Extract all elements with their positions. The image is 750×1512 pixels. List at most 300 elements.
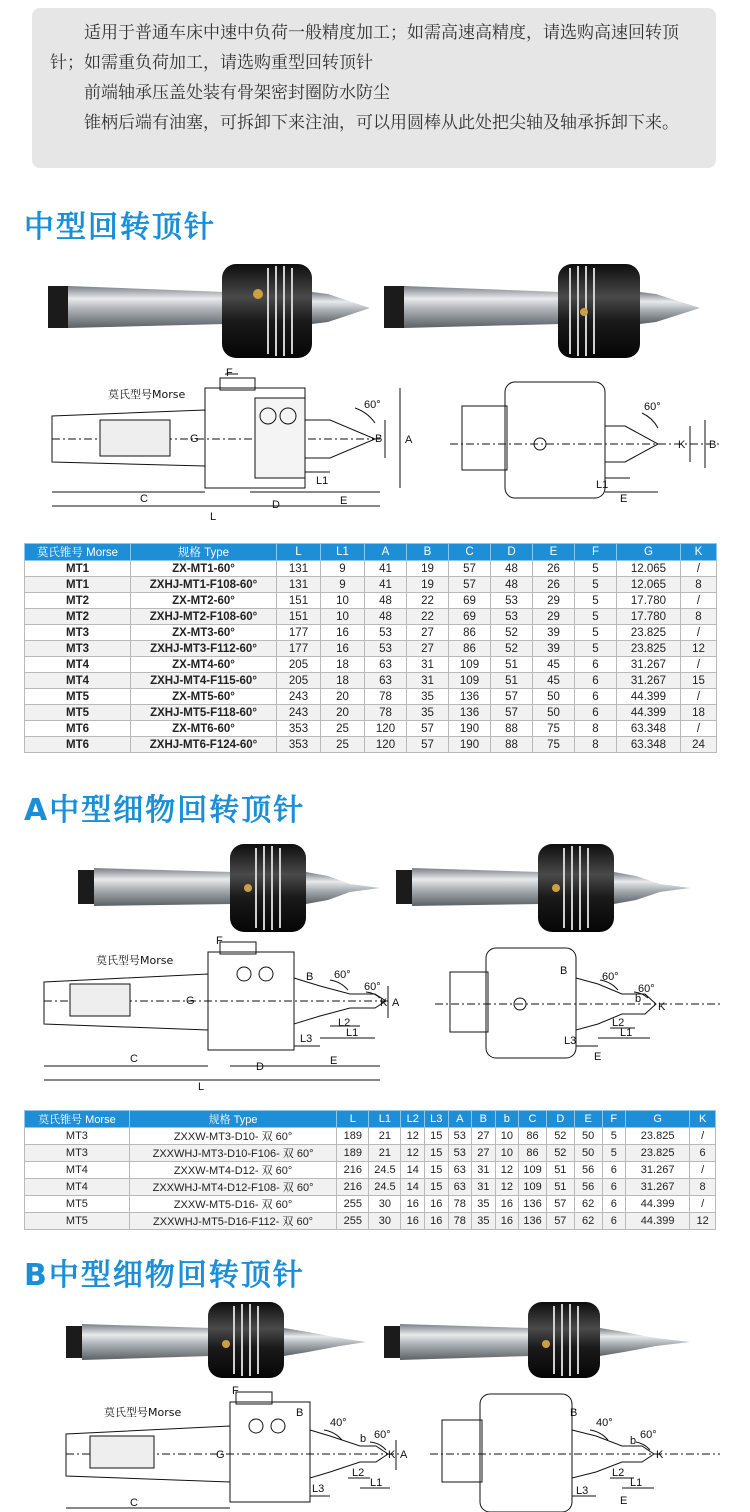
table-cell: MT4 bbox=[25, 657, 131, 673]
table-cell: 53 bbox=[491, 593, 533, 609]
table-row bbox=[25, 641, 717, 657]
morse-label: 莫氏型号Morse bbox=[108, 388, 186, 401]
table-cell: 189 bbox=[337, 1128, 369, 1145]
table-cell: 16 bbox=[495, 1213, 519, 1230]
table-cell: 131 bbox=[277, 561, 321, 577]
table-cell: 6 bbox=[575, 657, 617, 673]
svg-text:60°: 60° bbox=[364, 399, 381, 411]
table-cell: 44.399 bbox=[626, 1213, 690, 1230]
table-cell: 10 bbox=[321, 593, 365, 609]
table-cell: 86 bbox=[519, 1128, 547, 1145]
table-cell: 6 bbox=[602, 1196, 626, 1213]
svg-text:K: K bbox=[658, 1001, 666, 1013]
table-row bbox=[25, 657, 717, 673]
table-cell: ZXHJ-MT6-F124-60° bbox=[131, 737, 277, 753]
table-cell: 26 bbox=[533, 561, 575, 577]
table-row bbox=[25, 1162, 716, 1179]
svg-text:K: K bbox=[388, 1449, 396, 1461]
table-cell: 8 bbox=[681, 609, 717, 625]
table-cell: 136 bbox=[449, 705, 491, 721]
svg-text:B: B bbox=[560, 965, 568, 977]
table-cell: 75 bbox=[533, 737, 575, 753]
table-cell: 5 bbox=[602, 1128, 626, 1145]
table-cell: 216 bbox=[337, 1179, 369, 1196]
table-cell: 15 bbox=[425, 1145, 449, 1162]
svg-text:60°: 60° bbox=[334, 969, 351, 981]
table-header-row: 莫氏锥号 Morse 规格 Type L L1 A B C D E F G K bbox=[25, 544, 717, 561]
svg-text:L2: L2 bbox=[338, 1017, 351, 1029]
table-header-row: 莫氏锥号 Morse 规格 Type L L1 L2 L3 A B b C D E F G K bbox=[25, 1111, 716, 1128]
table-cell: 62 bbox=[574, 1213, 602, 1230]
table-cell: MT6 bbox=[25, 721, 131, 737]
svg-text:40°: 40° bbox=[596, 1417, 613, 1429]
table-cell: 44.399 bbox=[617, 705, 681, 721]
table-cell: 5 bbox=[575, 641, 617, 657]
table-cell: 50 bbox=[533, 689, 575, 705]
svg-text:60°: 60° bbox=[644, 401, 661, 413]
svg-text:b: b bbox=[630, 1435, 637, 1447]
table-cell: 12 bbox=[495, 1179, 519, 1196]
table-cell: ZXHJ-MT5-F118-60° bbox=[131, 705, 277, 721]
svg-text:G: G bbox=[186, 995, 195, 1007]
table-cell: 52 bbox=[546, 1145, 574, 1162]
svg-text:L2: L2 bbox=[612, 1017, 625, 1029]
svg-text:G: G bbox=[190, 433, 199, 445]
svg-text:L1: L1 bbox=[370, 1477, 383, 1489]
table-cell: 23.825 bbox=[617, 641, 681, 657]
svg-text:E: E bbox=[620, 1495, 628, 1507]
table-cell: / bbox=[681, 689, 717, 705]
table-cell: 86 bbox=[519, 1145, 547, 1162]
table-cell: 18 bbox=[321, 657, 365, 673]
table-cell: 353 bbox=[277, 737, 321, 753]
table-cell: MT4 bbox=[25, 1179, 130, 1196]
table-cell: 190 bbox=[449, 721, 491, 737]
table-cell: 48 bbox=[365, 593, 407, 609]
table-cell: 109 bbox=[449, 657, 491, 673]
table-cell: 39 bbox=[533, 625, 575, 641]
table-cell: 151 bbox=[277, 609, 321, 625]
table-cell: 255 bbox=[337, 1213, 369, 1230]
product-photos-a-slender bbox=[40, 838, 720, 938]
table-cell: 23.825 bbox=[617, 625, 681, 641]
table-cell: 69 bbox=[449, 609, 491, 625]
table-cell: ZX-MT1-60° bbox=[131, 561, 277, 577]
table-cell: 6 bbox=[575, 689, 617, 705]
table-cell: 243 bbox=[277, 705, 321, 721]
table-cell: 78 bbox=[448, 1196, 472, 1213]
table-cell: 136 bbox=[519, 1213, 547, 1230]
table-cell: 17.780 bbox=[617, 593, 681, 609]
table-cell: 16 bbox=[321, 641, 365, 657]
table-row bbox=[25, 673, 717, 689]
table-cell: 5 bbox=[575, 577, 617, 593]
svg-text:L1: L1 bbox=[630, 1477, 643, 1489]
table-cell: 29 bbox=[533, 593, 575, 609]
table-cell: 243 bbox=[277, 689, 321, 705]
table-row bbox=[25, 1213, 716, 1230]
table-cell: 109 bbox=[519, 1179, 547, 1196]
table-cell: 31 bbox=[472, 1179, 496, 1196]
table-cell: 136 bbox=[519, 1196, 547, 1213]
svg-text:E: E bbox=[620, 493, 628, 505]
svg-text:60°: 60° bbox=[374, 1429, 391, 1441]
svg-text:B: B bbox=[296, 1407, 304, 1419]
table-row bbox=[25, 1196, 716, 1213]
svg-text:L: L bbox=[198, 1081, 205, 1093]
table-row bbox=[25, 721, 717, 737]
table-cell: MT3 bbox=[25, 1145, 130, 1162]
table-cell: 6 bbox=[575, 673, 617, 689]
table-cell: 5 bbox=[575, 609, 617, 625]
table-cell: 8 bbox=[575, 737, 617, 753]
table-cell: 205 bbox=[277, 657, 321, 673]
table-row bbox=[25, 1179, 716, 1196]
table-cell: 41 bbox=[365, 577, 407, 593]
table-cell: MT5 bbox=[25, 1196, 130, 1213]
svg-text:E: E bbox=[340, 495, 348, 507]
table-cell: 16 bbox=[425, 1213, 449, 1230]
description-notes bbox=[32, 8, 716, 168]
table-cell: 190 bbox=[449, 737, 491, 753]
table-cell: 50 bbox=[574, 1145, 602, 1162]
table-cell: 35 bbox=[407, 689, 449, 705]
table-cell: / bbox=[681, 721, 717, 737]
table-cell: 21 bbox=[369, 1145, 401, 1162]
table-cell: 9 bbox=[321, 561, 365, 577]
svg-text:E: E bbox=[330, 1055, 338, 1067]
svg-text:C: C bbox=[130, 1497, 138, 1509]
table-cell: 51 bbox=[546, 1179, 574, 1196]
svg-text:b: b bbox=[635, 993, 642, 1005]
table-cell: 5 bbox=[575, 561, 617, 577]
svg-text:A: A bbox=[392, 997, 400, 1009]
table-cell: 53 bbox=[448, 1128, 472, 1145]
svg-text:L2: L2 bbox=[612, 1467, 625, 1479]
table-cell: 16 bbox=[321, 625, 365, 641]
svg-text:60°: 60° bbox=[640, 1429, 657, 1441]
table-cell: ZXHJ-MT2-F108-60° bbox=[131, 609, 277, 625]
photo-2 bbox=[384, 264, 700, 358]
table-cell: 6 bbox=[602, 1179, 626, 1196]
table-cell: 14 bbox=[401, 1162, 425, 1179]
table-cell: ZXHJ-MT3-F112-60° bbox=[131, 641, 277, 657]
table-cell: 27 bbox=[472, 1145, 496, 1162]
table-cell: 56 bbox=[574, 1179, 602, 1196]
table-cell: 63 bbox=[448, 1162, 472, 1179]
table-cell: 78 bbox=[448, 1213, 472, 1230]
table-cell: 16 bbox=[495, 1196, 519, 1213]
table-cell: 24.5 bbox=[369, 1179, 401, 1196]
table-cell: 205 bbox=[277, 673, 321, 689]
table-cell: 35 bbox=[472, 1213, 496, 1230]
table-cell: 18 bbox=[681, 705, 717, 721]
table-cell: ZXXWHJ-MT5-D16-F112- 双 60° bbox=[129, 1213, 337, 1230]
table-cell: 24.5 bbox=[369, 1162, 401, 1179]
table-cell: 12 bbox=[690, 1213, 716, 1230]
table-cell: 6 bbox=[602, 1213, 626, 1230]
svg-text:K: K bbox=[678, 439, 686, 451]
table-cell: 10 bbox=[495, 1145, 519, 1162]
table-cell: 27 bbox=[407, 641, 449, 657]
svg-text:F: F bbox=[216, 935, 223, 947]
svg-text:60°: 60° bbox=[638, 983, 655, 995]
spec-table-a-slender bbox=[24, 1110, 716, 1230]
table-cell: 17.780 bbox=[617, 609, 681, 625]
table-row bbox=[25, 1128, 716, 1145]
table-cell: 52 bbox=[546, 1128, 574, 1145]
table-cell: 31 bbox=[472, 1162, 496, 1179]
table-cell: 8 bbox=[575, 721, 617, 737]
table-cell: 57 bbox=[491, 705, 533, 721]
table-cell: MT4 bbox=[25, 673, 131, 689]
table-cell: 39 bbox=[533, 641, 575, 657]
technical-drawing-a-slender bbox=[30, 934, 730, 1094]
table-cell: 120 bbox=[365, 721, 407, 737]
svg-text:b: b bbox=[360, 1433, 367, 1445]
table-cell: 51 bbox=[491, 673, 533, 689]
svg-text:L1: L1 bbox=[346, 1027, 359, 1039]
table-cell: 10 bbox=[495, 1128, 519, 1145]
table-cell: 10 bbox=[321, 609, 365, 625]
table-cell: 48 bbox=[491, 577, 533, 593]
table-cell: 15 bbox=[425, 1179, 449, 1196]
svg-text:D: D bbox=[256, 1061, 264, 1073]
table-cell: ZXHJ-MT1-F108-60° bbox=[131, 577, 277, 593]
table-cell: 12.065 bbox=[617, 577, 681, 593]
table-cell: 69 bbox=[449, 593, 491, 609]
table-cell: 88 bbox=[491, 721, 533, 737]
svg-text:B: B bbox=[306, 971, 314, 983]
table-cell: 35 bbox=[472, 1196, 496, 1213]
table-cell: 31 bbox=[407, 673, 449, 689]
table-cell: 53 bbox=[365, 641, 407, 657]
table-cell: 189 bbox=[337, 1145, 369, 1162]
table-row bbox=[25, 609, 717, 625]
table-cell: / bbox=[681, 625, 717, 641]
table-cell: 56 bbox=[574, 1162, 602, 1179]
table-cell: 51 bbox=[546, 1162, 574, 1179]
svg-text:L2: L2 bbox=[352, 1467, 365, 1479]
table-cell: 63 bbox=[365, 673, 407, 689]
table-cell: MT1 bbox=[25, 577, 131, 593]
table-cell: 57 bbox=[546, 1213, 574, 1230]
section-title-a-slender: A中型细物回转顶针 bbox=[24, 793, 306, 828]
table-cell: 25 bbox=[321, 721, 365, 737]
table-cell: 57 bbox=[449, 577, 491, 593]
table-cell: MT2 bbox=[25, 609, 131, 625]
svg-text:L3: L3 bbox=[576, 1485, 589, 1497]
svg-text:莫氏型号Morse: 莫氏型号Morse bbox=[96, 954, 174, 967]
svg-text:G: G bbox=[216, 1449, 225, 1461]
table-cell: 216 bbox=[337, 1162, 369, 1179]
svg-text:40°: 40° bbox=[330, 1417, 347, 1429]
table-cell: ZXXWHJ-MT4-D12-F108- 双 60° bbox=[129, 1179, 337, 1196]
table-cell: 131 bbox=[277, 577, 321, 593]
technical-drawing-b-slender bbox=[30, 1386, 730, 1512]
table-cell: 15 bbox=[425, 1162, 449, 1179]
table-cell: 45 bbox=[533, 657, 575, 673]
table-cell: 50 bbox=[533, 705, 575, 721]
table-cell: 8 bbox=[681, 577, 717, 593]
table-cell: 53 bbox=[448, 1145, 472, 1162]
table-cell: 12.065 bbox=[617, 561, 681, 577]
table-cell: 19 bbox=[407, 577, 449, 593]
note-3: 锥柄后端有油塞，可拆卸下来注油，可以用圆棒从此处把尖轴及轴承拆卸下来。 bbox=[84, 113, 679, 133]
table-cell: 30 bbox=[369, 1196, 401, 1213]
table-row bbox=[25, 577, 717, 593]
table-row bbox=[25, 737, 717, 753]
table-cell: 41 bbox=[365, 561, 407, 577]
table-cell: 22 bbox=[407, 593, 449, 609]
table-cell: 31.267 bbox=[617, 673, 681, 689]
table-cell: 255 bbox=[337, 1196, 369, 1213]
table-cell: ZXXW-MT4-D12- 双 60° bbox=[129, 1162, 337, 1179]
table-cell: 31.267 bbox=[626, 1179, 690, 1196]
svg-text:F: F bbox=[232, 1386, 239, 1397]
table-cell: MT3 bbox=[25, 625, 131, 641]
table-cell: ZX-MT6-60° bbox=[131, 721, 277, 737]
table-cell: 151 bbox=[277, 593, 321, 609]
table-cell: 63 bbox=[448, 1179, 472, 1196]
table-cell: MT5 bbox=[25, 689, 131, 705]
table-cell: 51 bbox=[491, 657, 533, 673]
table-cell: / bbox=[681, 593, 717, 609]
table-cell: 109 bbox=[449, 673, 491, 689]
table-cell: 30 bbox=[369, 1213, 401, 1230]
svg-text:L1: L1 bbox=[316, 475, 329, 487]
spec-table-medium bbox=[24, 543, 717, 753]
table-row bbox=[25, 593, 717, 609]
table-cell: 52 bbox=[491, 641, 533, 657]
table-cell: 57 bbox=[491, 689, 533, 705]
table-cell: MT4 bbox=[25, 1162, 130, 1179]
table-cell: 20 bbox=[321, 705, 365, 721]
table-cell: ZX-MT4-60° bbox=[131, 657, 277, 673]
table-cell: 88 bbox=[491, 737, 533, 753]
table-cell: 12 bbox=[401, 1145, 425, 1162]
table-cell: 48 bbox=[365, 609, 407, 625]
svg-text:B: B bbox=[709, 439, 717, 451]
table-cell: ZXHJ-MT4-F115-60° bbox=[131, 673, 277, 689]
svg-text:L3: L3 bbox=[312, 1483, 325, 1495]
table-cell: 57 bbox=[449, 561, 491, 577]
table-cell: 25 bbox=[321, 737, 365, 753]
table-cell: 29 bbox=[533, 609, 575, 625]
svg-text:E: E bbox=[594, 1051, 602, 1063]
table-cell: 63.348 bbox=[617, 721, 681, 737]
table-cell: 23.825 bbox=[626, 1145, 690, 1162]
table-cell: 9 bbox=[321, 577, 365, 593]
table-cell: MT5 bbox=[25, 1213, 130, 1230]
table-cell: 26 bbox=[533, 577, 575, 593]
table-row bbox=[25, 689, 717, 705]
table-cell: 16 bbox=[401, 1213, 425, 1230]
table-cell: 57 bbox=[407, 737, 449, 753]
table-cell: MT6 bbox=[25, 737, 131, 753]
table-cell: 5 bbox=[575, 593, 617, 609]
table-cell: 86 bbox=[449, 625, 491, 641]
table-cell: 177 bbox=[277, 641, 321, 657]
table-cell: MT3 bbox=[25, 641, 131, 657]
table-cell: 353 bbox=[277, 721, 321, 737]
table-cell: 6 bbox=[602, 1162, 626, 1179]
table-cell: MT1 bbox=[25, 561, 131, 577]
table-cell: 44.399 bbox=[626, 1196, 690, 1213]
table-cell: 12 bbox=[495, 1162, 519, 1179]
table-row bbox=[25, 625, 717, 641]
photo-1 bbox=[48, 264, 370, 358]
table-cell: 75 bbox=[533, 721, 575, 737]
svg-text:B: B bbox=[570, 1407, 578, 1419]
table-cell: 8 bbox=[690, 1179, 716, 1196]
table-cell: 57 bbox=[407, 721, 449, 737]
table-cell: 177 bbox=[277, 625, 321, 641]
section-title-medium: 中型回转顶针 bbox=[24, 210, 216, 245]
table-cell: 44.399 bbox=[617, 689, 681, 705]
table-cell: ZXXW-MT3-D10- 双 60° bbox=[129, 1128, 337, 1145]
table-row bbox=[25, 1145, 716, 1162]
table-cell: MT2 bbox=[25, 593, 131, 609]
table-cell: 50 bbox=[574, 1128, 602, 1145]
technical-drawing-medium bbox=[30, 368, 730, 528]
svg-text:A: A bbox=[400, 1449, 408, 1461]
table-cell: / bbox=[681, 561, 717, 577]
table-cell: 23.825 bbox=[626, 1128, 690, 1145]
table-cell: 136 bbox=[449, 689, 491, 705]
table-cell: 120 bbox=[365, 737, 407, 753]
svg-text:D: D bbox=[272, 499, 280, 511]
table-cell: ZX-MT3-60° bbox=[131, 625, 277, 641]
table-cell: 45 bbox=[533, 673, 575, 689]
table-cell: 53 bbox=[491, 609, 533, 625]
svg-text:莫氏型号Morse: 莫氏型号Morse bbox=[104, 1406, 182, 1419]
table-cell: 78 bbox=[365, 689, 407, 705]
table-cell: 31.267 bbox=[626, 1162, 690, 1179]
table-cell: 20 bbox=[321, 689, 365, 705]
svg-text:A: A bbox=[405, 434, 413, 446]
table-cell: / bbox=[690, 1128, 716, 1145]
table-cell: 35 bbox=[407, 705, 449, 721]
table-cell: 5 bbox=[575, 625, 617, 641]
table-cell: MT5 bbox=[25, 705, 131, 721]
table-cell: MT3 bbox=[25, 1128, 130, 1145]
table-cell: 109 bbox=[519, 1162, 547, 1179]
table-cell: 14 bbox=[401, 1179, 425, 1196]
section-title-b-slender: B中型细物回转顶针 bbox=[24, 1258, 305, 1293]
table-cell: 48 bbox=[491, 561, 533, 577]
table-cell: / bbox=[690, 1196, 716, 1213]
table-cell: 62 bbox=[574, 1196, 602, 1213]
table-cell: 52 bbox=[491, 625, 533, 641]
table-cell: 53 bbox=[365, 625, 407, 641]
table-cell: 19 bbox=[407, 561, 449, 577]
table-cell: 12 bbox=[681, 641, 717, 657]
table-cell: ZXXWHJ-MT3-D10-F106- 双 60° bbox=[129, 1145, 337, 1162]
product-photos-b-slender bbox=[40, 1300, 720, 1380]
note-1: 适用于普通车床中速中负荷一般精度加工；如需高速高精度，请选购高速回转顶针；如需重负荷加工，请选购重型回转顶针 bbox=[50, 23, 679, 73]
table-cell: / bbox=[690, 1162, 716, 1179]
table-cell: 27 bbox=[407, 625, 449, 641]
table-cell: 31.267 bbox=[617, 657, 681, 673]
svg-text:B: B bbox=[375, 433, 383, 445]
table-cell: 16 bbox=[425, 1196, 449, 1213]
table-cell: 12 bbox=[401, 1128, 425, 1145]
table-cell: 6 bbox=[575, 705, 617, 721]
table-cell: 27 bbox=[472, 1128, 496, 1145]
table-cell: 63 bbox=[365, 657, 407, 673]
note-2: 前端轴承压盖处装有骨架密封圈防水防尘 bbox=[84, 83, 390, 103]
